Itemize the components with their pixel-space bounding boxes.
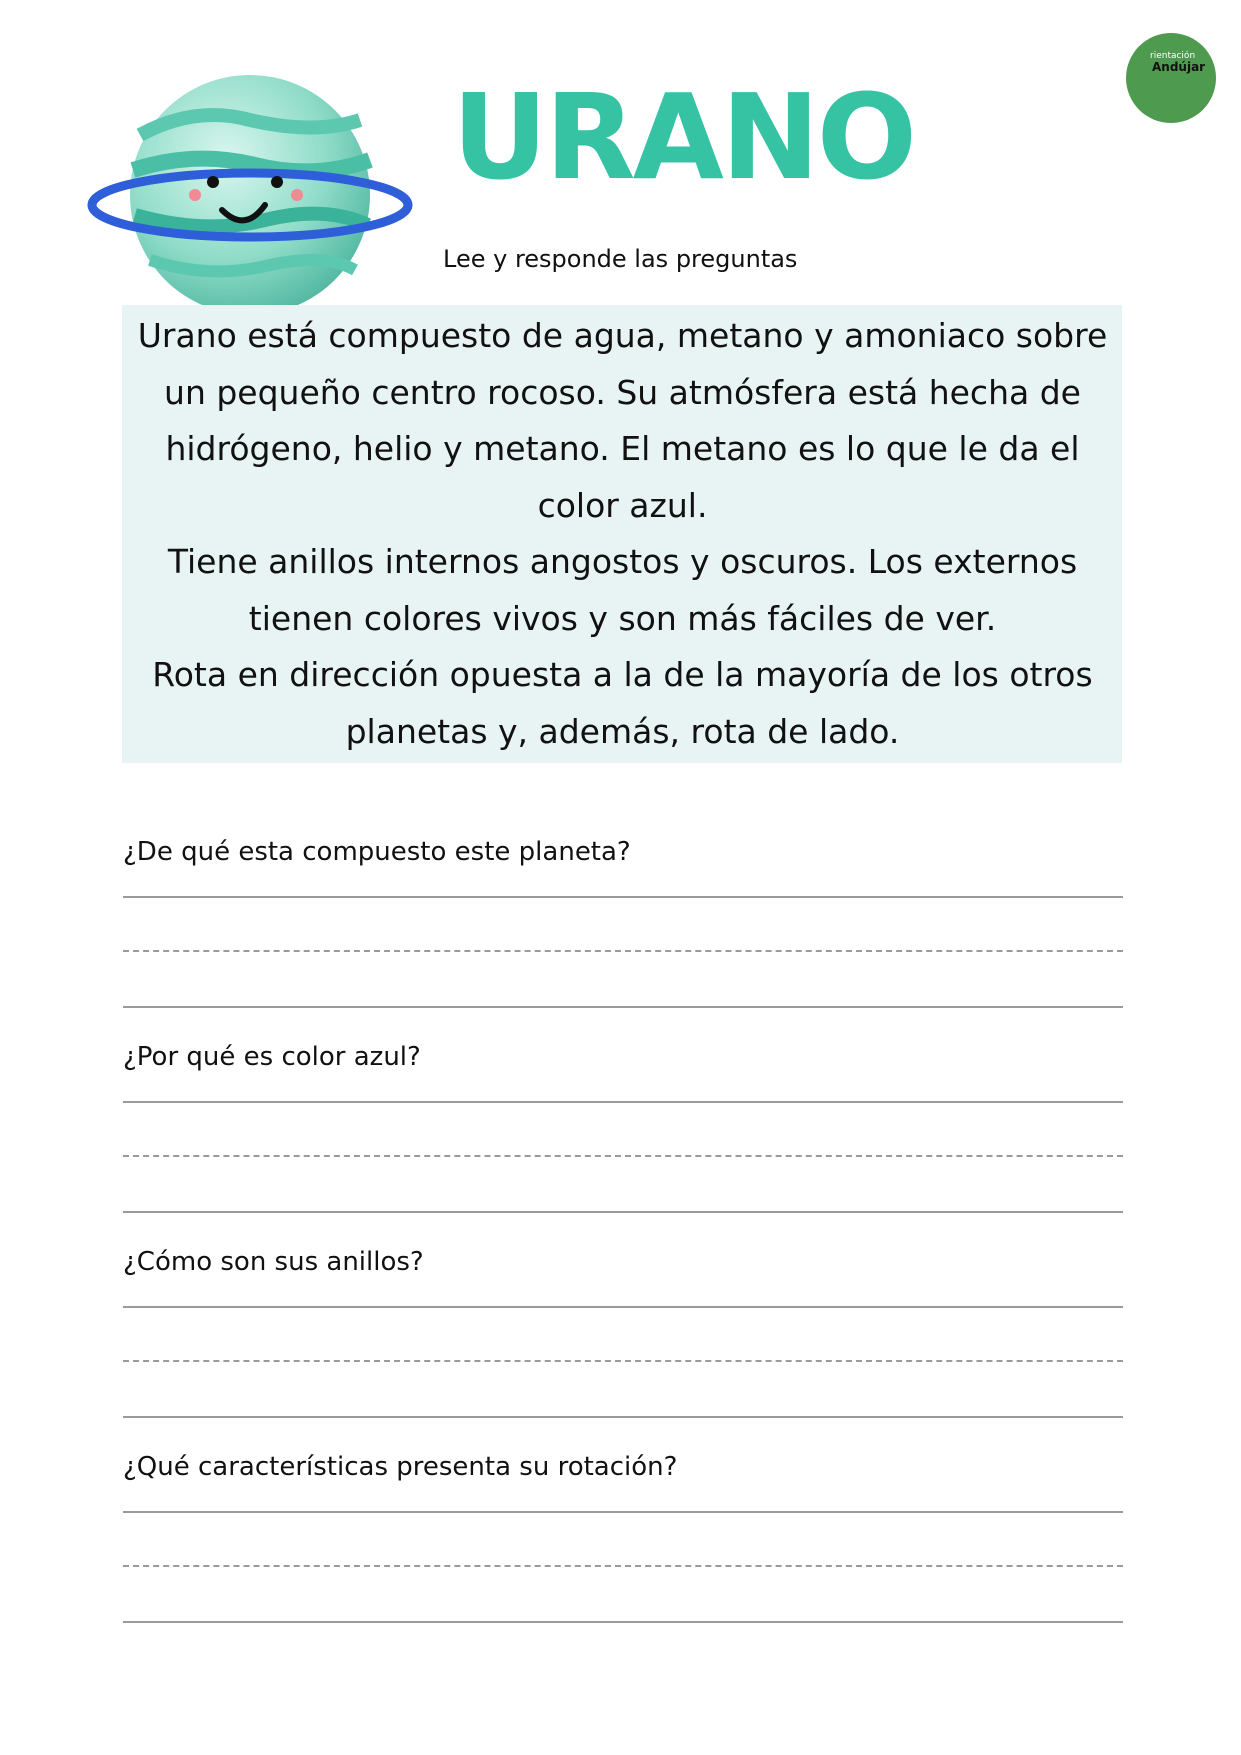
answer-line[interactable] [123, 1511, 1123, 1513]
answer-line[interactable] [123, 1006, 1123, 1008]
passage-paragraph: Urano está compuesto de agua, metano y amoniaco sobre un pequeño centro rocoso. Su atmósfera está hecha de hidrógeno, helio y metano. El metano es lo que le da el color azul. [137, 316, 1108, 525]
uranus-illustration [85, 65, 415, 325]
page-title: URANO [452, 68, 915, 206]
answer-line[interactable] [123, 1101, 1123, 1103]
answer-line-dashed[interactable] [123, 1155, 1123, 1157]
orientacion-andujar-logo [1126, 33, 1216, 123]
answer-line-dashed[interactable] [123, 1360, 1123, 1362]
answer-line-dashed[interactable] [123, 950, 1123, 952]
passage-paragraph: Rota en dirección opuesta a la de la mayoría de los otros planetas y, además, rota de lado. [152, 655, 1093, 751]
reading-passage [125, 308, 1120, 760]
logo-text-large: Andújar [1152, 60, 1206, 74]
page-subtitle: Lee y responde las preguntas [443, 245, 798, 273]
answer-line[interactable] [123, 1416, 1123, 1418]
passage-paragraph: Tiene anillos internos angostos y oscuros. Los externos tienen colores vivos y son más fáciles de ver. [167, 542, 1078, 638]
answer-line-dashed[interactable] [123, 1565, 1123, 1567]
logo-text-small: rientación [1150, 51, 1196, 61]
answer-line[interactable] [123, 1621, 1123, 1623]
question-3: ¿Cómo son sus anillos? [123, 1247, 424, 1277]
answer-line[interactable] [123, 1306, 1123, 1308]
question-1: ¿De qué esta compuesto este planeta? [123, 837, 631, 867]
answer-line[interactable] [123, 1211, 1123, 1213]
question-2: ¿Por qué es color azul? [123, 1042, 421, 1072]
answer-line[interactable] [123, 896, 1123, 898]
question-4: ¿Qué características presenta su rotación? [123, 1452, 678, 1482]
